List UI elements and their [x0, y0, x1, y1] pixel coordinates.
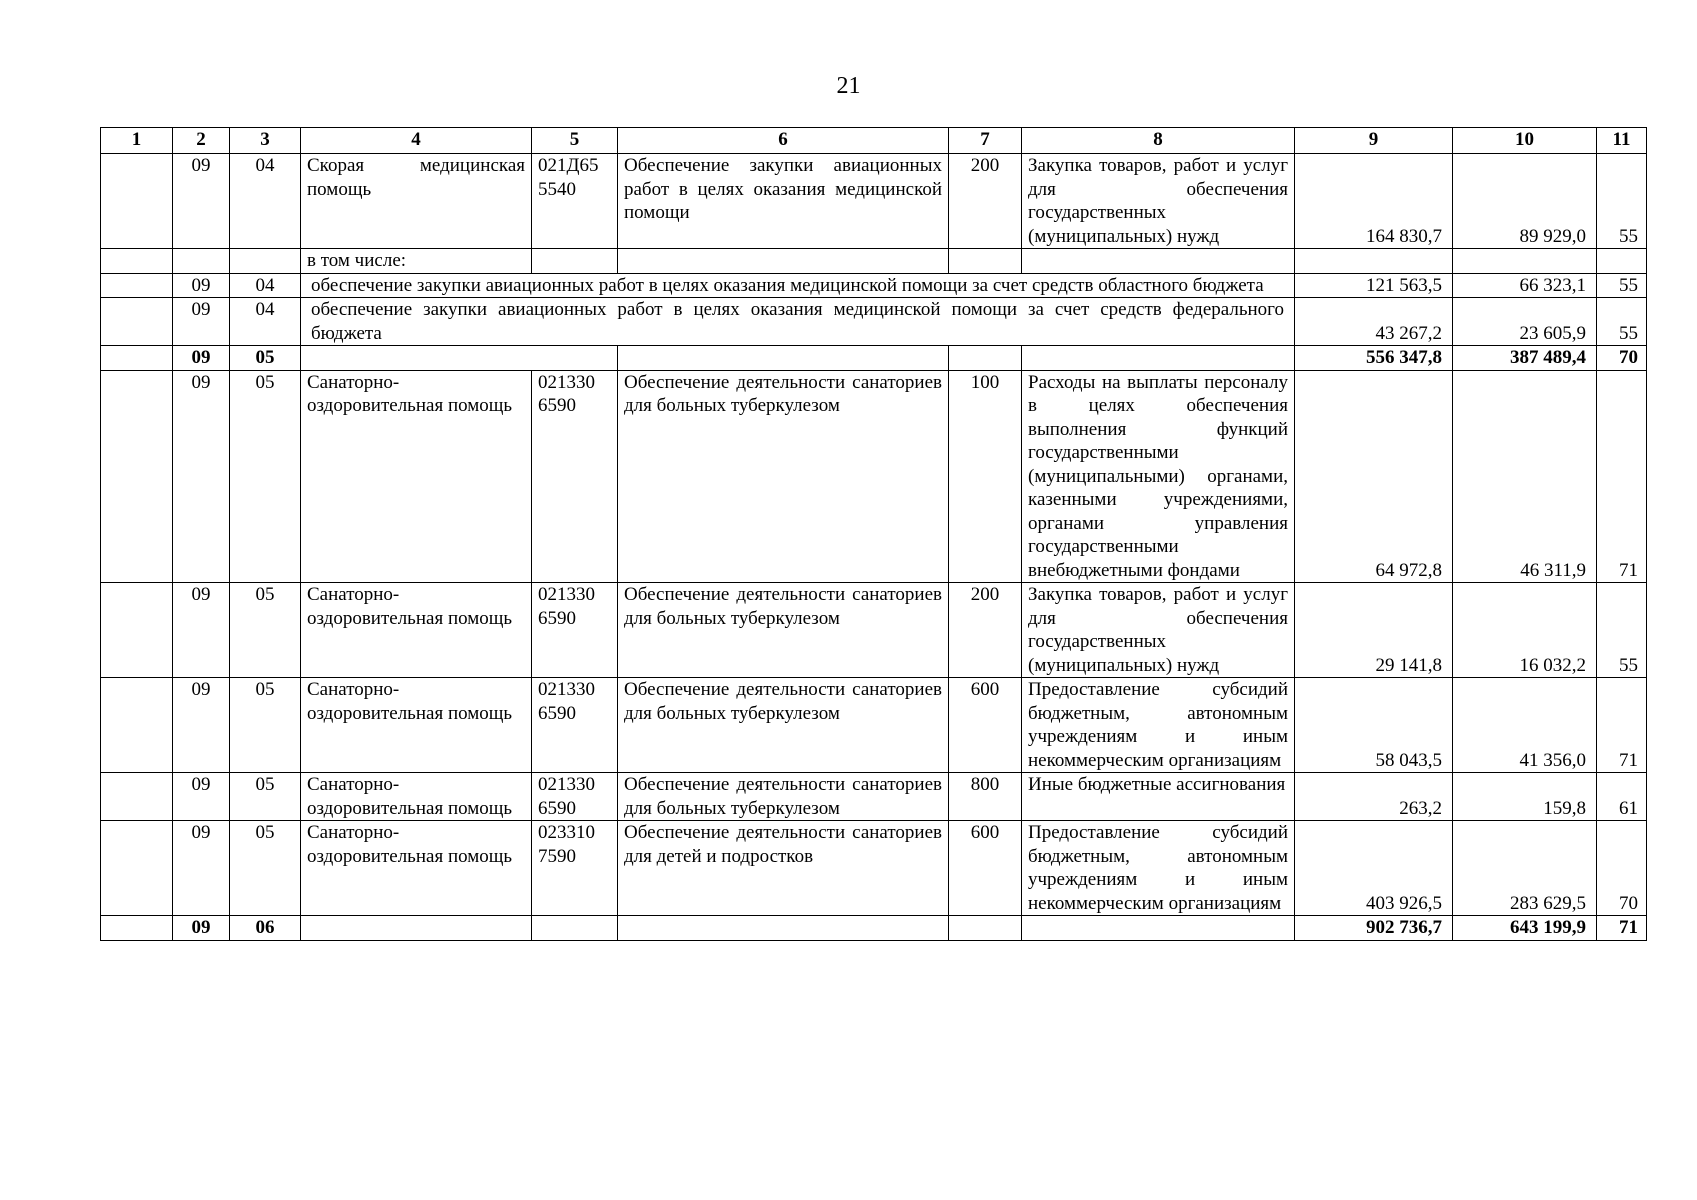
- cell-col1: [101, 773, 173, 821]
- cell-expense-type: [1022, 916, 1295, 941]
- cell-type: 800: [949, 773, 1022, 821]
- cell-description: обеспечение закупки авиационных работ в целях оказания медицинской помощи за счет средств федерального бюджета: [301, 298, 1295, 346]
- cell-purpose: [618, 346, 949, 371]
- cell-name: Санаторно-оздоровительная помощь: [301, 583, 532, 678]
- header-cell: 1: [101, 128, 173, 154]
- cell-col1: [101, 583, 173, 678]
- cell-subsection: 05: [230, 346, 301, 371]
- cell-amount-actual: 643 199,9: [1453, 916, 1597, 941]
- table-row: [101, 298, 1647, 346]
- cell-code: 021Д65 5540: [532, 154, 618, 249]
- header-cell: 5: [532, 128, 618, 154]
- cell-type: [949, 916, 1022, 941]
- cell-amount-plan: 29 141,8: [1295, 583, 1453, 678]
- cell-amount-actual: 159,8: [1453, 773, 1597, 821]
- cell-amount-actual: 387 489,4: [1453, 346, 1597, 371]
- cell-type: 100: [949, 370, 1022, 583]
- cell-percent: 70: [1597, 821, 1647, 916]
- cell-col1: [101, 678, 173, 773]
- cell-purpose: Обеспечение деятельности санаториев для больных туберкулезом: [618, 370, 949, 583]
- cell-amount-plan: 64 972,8: [1295, 370, 1453, 583]
- cell-col1: [101, 346, 173, 371]
- header-cell: 6: [618, 128, 949, 154]
- cell-percent: 71: [1597, 678, 1647, 773]
- cell-amount-actual: 283 629,5: [1453, 821, 1597, 916]
- cell-purpose: Обеспечение деятельности санаториев для детей и подростков: [618, 821, 949, 916]
- cell-percent: 61: [1597, 773, 1647, 821]
- cell-expense-type: [1022, 346, 1295, 371]
- cell-code: 021330 6590: [532, 583, 618, 678]
- cell-percent: 55: [1597, 298, 1647, 346]
- cell-percent: [1597, 249, 1647, 274]
- cell-purpose: Обеспечение деятельности санаториев для больных туберкулезом: [618, 678, 949, 773]
- cell-code: 023310 7590: [532, 821, 618, 916]
- header-cell: 10: [1453, 128, 1597, 154]
- cell-name: [301, 346, 618, 371]
- cell-amount-actual: 41 356,0: [1453, 678, 1597, 773]
- budget-table: [100, 127, 1647, 941]
- cell-amount-actual: 89 929,0: [1453, 154, 1597, 249]
- cell-code: 021330 6590: [532, 678, 618, 773]
- cell-purpose: Обеспечение закупки авиационных работ в целях оказания медицинской помощи: [618, 154, 949, 249]
- cell-col1: [101, 916, 173, 941]
- cell-section: 09: [173, 273, 230, 298]
- cell-amount-plan: 263,2: [1295, 773, 1453, 821]
- table-row: [101, 773, 1647, 821]
- table-row: [101, 154, 1647, 249]
- cell-expense-type: Иные бюджетные ассигнования: [1022, 773, 1295, 821]
- cell-expense-type: Закупка товаров, работ и услуг для обеспечения государственных (муниципальных) нужд: [1022, 154, 1295, 249]
- cell-section: 09: [173, 773, 230, 821]
- cell-expense-type: Предоставление субсидий бюджетным, автономным учреждениям и иным некоммерческим организациям: [1022, 821, 1295, 916]
- cell-section: 09: [173, 298, 230, 346]
- header-cell: 9: [1295, 128, 1453, 154]
- header-cell: 2: [173, 128, 230, 154]
- table-row: [101, 583, 1647, 678]
- cell-name: Санаторно-оздоровительная помощь: [301, 370, 532, 583]
- subtotal-row: [101, 346, 1647, 371]
- cell-expense-type: Расходы на выплаты персоналу в целях обеспечения выполнения функций государственными (муниципальными) органами, казенными учреждениями, органами управления государственными внебюджетными фондами: [1022, 370, 1295, 583]
- header-cell: 3: [230, 128, 301, 154]
- cell-subsection: 05: [230, 821, 301, 916]
- cell-section: 09: [173, 821, 230, 916]
- cell-code: 021330 6590: [532, 773, 618, 821]
- cell-amount-actual: 23 605,9: [1453, 298, 1597, 346]
- cell-col1: [101, 154, 173, 249]
- cell-subsection: 05: [230, 583, 301, 678]
- cell-section: 09: [173, 346, 230, 371]
- header-cell: 7: [949, 128, 1022, 154]
- cell-type: 200: [949, 583, 1022, 678]
- cell-percent: 71: [1597, 370, 1647, 583]
- cell-section: 09: [173, 678, 230, 773]
- cell-subsection: 05: [230, 678, 301, 773]
- cell-name: Санаторно-оздоровительная помощь: [301, 678, 532, 773]
- cell-amount-plan: 556 347,8: [1295, 346, 1453, 371]
- cell-purpose: Обеспечение деятельности санаториев для больных туберкулезом: [618, 583, 949, 678]
- cell-amount-plan: 164 830,7: [1295, 154, 1453, 249]
- cell-col1: [101, 821, 173, 916]
- cell-amount-plan: [1295, 249, 1453, 274]
- cell-subsection: 05: [230, 370, 301, 583]
- cell-subsection: 04: [230, 154, 301, 249]
- cell-amount-actual: [1453, 249, 1597, 274]
- header-cell: 11: [1597, 128, 1647, 154]
- cell-amount-actual: 16 032,2: [1453, 583, 1597, 678]
- cell-type: 600: [949, 678, 1022, 773]
- cell-amount-actual: 46 311,9: [1453, 370, 1597, 583]
- cell-type: [949, 346, 1022, 371]
- cell-type: 200: [949, 154, 1022, 249]
- cell-section: 09: [173, 916, 230, 941]
- table-row: [101, 273, 1647, 298]
- cell-subsection: [230, 249, 301, 274]
- cell-code: [532, 916, 618, 941]
- cell-percent: 70: [1597, 346, 1647, 371]
- cell-amount-plan: 121 563,5: [1295, 273, 1453, 298]
- cell-description: обеспечение закупки авиационных работ в целях оказания медицинской помощи за счет средств областного бюджета: [301, 273, 1295, 298]
- cell-section: [173, 249, 230, 274]
- cell-amount-plan: 58 043,5: [1295, 678, 1453, 773]
- table-row: [101, 370, 1647, 583]
- cell-col1: [101, 298, 173, 346]
- cell-amount-plan: 43 267,2: [1295, 298, 1453, 346]
- cell-amount-plan: 403 926,5: [1295, 821, 1453, 916]
- cell-purpose: [618, 916, 949, 941]
- cell-percent: 55: [1597, 154, 1647, 249]
- cell-percent: 55: [1597, 273, 1647, 298]
- cell-type: [949, 249, 1022, 274]
- cell-section: 09: [173, 370, 230, 583]
- header-row: [101, 128, 1647, 154]
- table-row: [101, 678, 1647, 773]
- cell-section: 09: [173, 154, 230, 249]
- cell-percent: 55: [1597, 583, 1647, 678]
- cell-col1: [101, 249, 173, 274]
- cell-type: 600: [949, 821, 1022, 916]
- cell-amount-plan: 902 736,7: [1295, 916, 1453, 941]
- cell-name: Скорая медицинская помощь: [301, 154, 532, 249]
- cell-expense-type: Закупка товаров, работ и услуг для обеспечения государственных (муниципальных) нужд: [1022, 583, 1295, 678]
- cell-name: [301, 916, 532, 941]
- subtotal-row: [101, 916, 1647, 941]
- cell-code: [532, 249, 618, 274]
- table-row: [101, 821, 1647, 916]
- cell-code: 021330 6590: [532, 370, 618, 583]
- cell-col1: [101, 370, 173, 583]
- cell-name: Санаторно-оздоровительная помощь: [301, 821, 532, 916]
- cell-purpose: [618, 249, 949, 274]
- table-row: [101, 249, 1647, 274]
- cell-subsection: 06: [230, 916, 301, 941]
- cell-subsection: 04: [230, 273, 301, 298]
- cell-amount-actual: 66 323,1: [1453, 273, 1597, 298]
- cell-percent: 71: [1597, 916, 1647, 941]
- cell-subsection: 04: [230, 298, 301, 346]
- cell-section: 09: [173, 583, 230, 678]
- cell-subsection: 05: [230, 773, 301, 821]
- cell-name: в том числе:: [301, 249, 532, 274]
- header-cell: 4: [301, 128, 532, 154]
- cell-expense-type: Предоставление субсидий бюджетным, автономным учреждениям и иным некоммерческим организациям: [1022, 678, 1295, 773]
- header-cell: 8: [1022, 128, 1295, 154]
- cell-expense-type: [1022, 249, 1295, 274]
- cell-col1: [101, 273, 173, 298]
- cell-name: Санаторно-оздоровительная помощь: [301, 773, 532, 821]
- cell-purpose: Обеспечение деятельности санаториев для больных туберкулезом: [618, 773, 949, 821]
- page-number: 21: [836, 73, 861, 99]
